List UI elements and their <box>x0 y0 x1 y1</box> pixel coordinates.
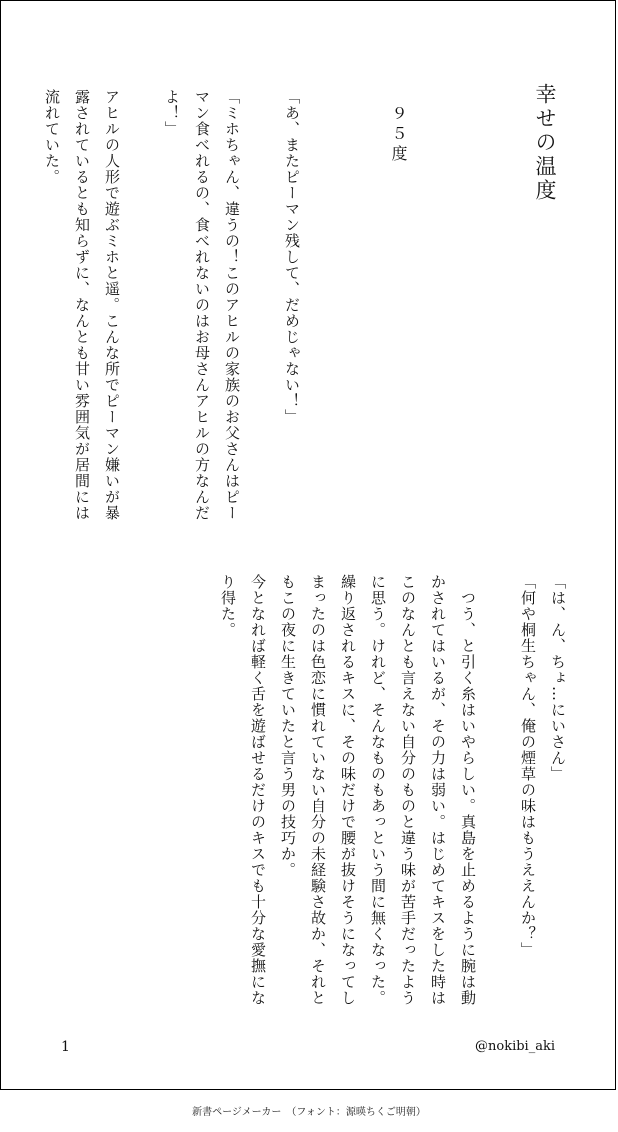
story-title: 幸せの温度 <box>533 83 557 203</box>
generator-caption: 新書ページメーカー （フォント：源暎ちくご明朝） <box>192 1107 426 1118</box>
chapter-heading: ９５度 <box>389 105 408 165</box>
upper-text-block: 「あ、またピーマン残して、だめじゃない！」 「ミホちゃん、違うの！このアヒルの家族のお父さんはピーマン食べれるの、食べれないのはお母さんアヒルの方なんだよ！」 アヒルの人形で遊ぶミホと遥。こんな所でピーマン嫌いが暴露されているとも知らずに、なんとも甘い雰囲気が居間には流れていた。 <box>43 89 301 521</box>
lower-text-block: 「は、ん、ちょ…にいさん」 「何や桐生ちゃん、俺の煙草の味はもうええんか？」 つう、と引く糸はいやらしい。真島を止めるように腕は動かされてはいるが、その力は弱い。はじめてキスをした時はこのなんとも言えない自分のものと違う味が苦手だったように思う。けれど、そんなものもあっという間に無くなった。 繰り返されるキスに、その味だけで腰が抜けそうになってしまったのは色恋に慣れていない自分の未経験さ故か、それともこの夜に生きていたと言う男の技巧か。 今となれば軽く舌を遊ばせるだけのキスでも十分な愛撫になり得た。 <box>219 574 567 1006</box>
page-number: 1 <box>61 1039 70 1055</box>
author-handle: @nokibi_aki <box>475 1039 555 1054</box>
